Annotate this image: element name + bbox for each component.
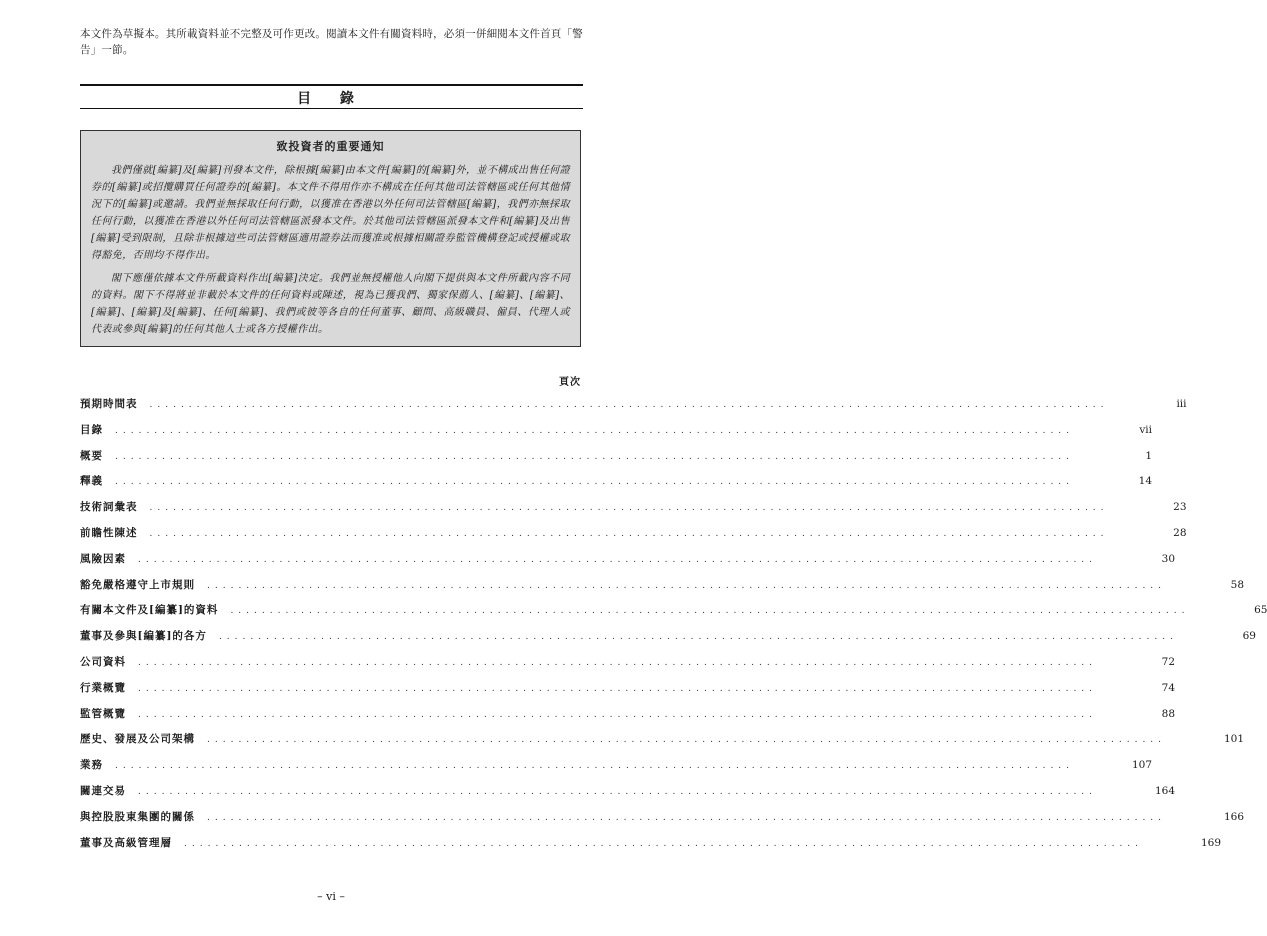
toc-entry-directors-management[interactable]: [80, 835, 1222, 861]
toc-entry-page: 1: [1145, 449, 1153, 462]
toc-entry-page: 107: [1131, 759, 1153, 772]
title-top-rule: [80, 84, 583, 86]
toc-dot-leader: ..........................................................................................................................: [207, 735, 1167, 746]
toc-entry-controlling-shareholders[interactable]: [80, 809, 1245, 835]
table-of-contents: [80, 396, 1267, 860]
toc-entry-title: 行業概覽: [80, 681, 126, 694]
toc-entry-title: 與控股股東集團的關係: [80, 810, 195, 823]
toc-entry-history[interactable]: [80, 731, 1245, 757]
toc-dot-leader: ..........................................................................................................................: [149, 503, 1109, 514]
page-number-footer: – vi –: [317, 890, 345, 903]
notice-paragraph-1: 我們僅就[編纂]及[編纂]刊發本文件，除根據[編纂]由本文件[編纂]的[編纂]外，並不構成出售任何證券的[編纂]或招攬購買任何證券的[編纂]。本文件不得用作亦不構成在任何其他司法管轄區或任何其他情況下的[編纂]或邀請。我們並無採取任何行動，以獲准在香港以外任何司法管轄區[編纂]，我們亦無採取任何行動，以獲准在香港以外任何司法管轄區派發本文件。於其他司法管轄區派發本文件和[編纂]及出售[編纂]受到限制，且除非根據這些司法管轄區適用證券法而獲准或根據相關證券監管機構登記或授權或取得豁免，否則均不得作出。: [91, 165, 571, 261]
toc-dot-leader: ..........................................................................................................................: [207, 812, 1167, 823]
toc-entry-page: 166: [1223, 810, 1245, 823]
toc-entry-title: 業務: [80, 759, 103, 772]
toc-entry-glossary[interactable]: [80, 499, 1187, 525]
toc-entry-timetable[interactable]: [80, 396, 1187, 422]
notice-heading: 致投資者的重要通知: [276, 140, 385, 153]
toc-entry-page: 14: [1138, 475, 1153, 488]
toc-entry-definitions[interactable]: [80, 473, 1153, 499]
toc-entry-forward-looking[interactable]: [80, 525, 1187, 551]
toc-entry-page: 72: [1161, 655, 1176, 668]
toc-dot-leader: ..........................................................................................................................: [149, 400, 1109, 410]
toc-dot-leader: ..........................................................................................................................: [230, 606, 1190, 617]
toc-dot-leader: ..........................................................................................................................: [218, 632, 1178, 643]
page-title: 目 錄: [297, 91, 366, 107]
toc-entry-title: 概要: [80, 449, 103, 462]
toc-entry-waivers[interactable]: [80, 577, 1245, 603]
toc-entry-title: 監管概覽: [80, 707, 126, 720]
toc-entry-title: 歷史、發展及公司架構: [80, 733, 195, 746]
toc-entry-title: 關連交易: [80, 784, 126, 797]
toc-entry-page: 28: [1173, 526, 1187, 539]
toc-entry-page: vii: [1139, 423, 1153, 436]
toc-entry-industry[interactable]: [80, 680, 1176, 706]
toc-entry-directors-parties[interactable]: [80, 628, 1256, 654]
toc-entry-title: 董事及高級管理層: [80, 836, 172, 849]
important-notice-box: [80, 130, 581, 347]
toc-dot-leader: ..........................................................................................................................: [138, 786, 1098, 797]
toc-entry-business[interactable]: [80, 757, 1153, 783]
toc-dot-leader: ..........................................................................................................................: [138, 554, 1098, 565]
toc-entry-regulatory[interactable]: [80, 706, 1176, 732]
toc-entry-page: 58: [1230, 578, 1245, 591]
toc-entry-summary[interactable]: [80, 448, 1153, 474]
toc-entry-title: 有關本文件及[編纂]的資料: [80, 604, 219, 617]
toc-dot-leader: ..........................................................................................................................: [138, 657, 1098, 668]
toc-entry-title: 預期時間表: [80, 398, 138, 410]
toc-entry-risk-factors[interactable]: [80, 551, 1176, 577]
toc-entry-page: 164: [1154, 784, 1176, 797]
toc-dot-leader: ..........................................................................................................................: [115, 451, 1075, 462]
page-column-header: 頁次: [559, 377, 581, 388]
toc-entry-title: 豁免嚴格遵守上市規則: [80, 578, 195, 591]
toc-entry-title: 風險因素: [80, 552, 126, 565]
toc-entry-page: 101: [1223, 733, 1245, 746]
toc-entry-title: 目錄: [80, 423, 103, 436]
toc-entry-title: 前瞻性陳述: [80, 526, 138, 539]
toc-entry-page: 65: [1254, 604, 1267, 617]
toc-entry-title: 董事及參與[編纂]的各方: [80, 630, 207, 643]
title-bottom-rule: [80, 108, 583, 109]
toc-entry-page: 169: [1200, 836, 1222, 849]
toc-entry-page: iii: [1176, 398, 1187, 410]
toc-dot-leader: ..........................................................................................................................: [207, 580, 1167, 591]
toc-entry-title: 公司資料: [80, 655, 126, 668]
toc-dot-leader: ..........................................................................................................................: [138, 683, 1098, 694]
toc-dot-leader: ..........................................................................................................................: [115, 477, 1075, 488]
toc-dot-leader: ..........................................................................................................................: [184, 838, 1144, 849]
toc-dot-leader: ..........................................................................................................................: [138, 709, 1098, 720]
draft-disclaimer: 本文件為草擬本。其所載資料並不完整及可作更改。閱讀本文件有關資料時，必須一併細閱本文件首頁「警告」一節。: [80, 28, 583, 56]
toc-entry-page: 30: [1161, 552, 1176, 565]
toc-entry-contents[interactable]: [80, 422, 1153, 448]
toc-dot-leader: ..........................................................................................................................: [115, 425, 1075, 436]
toc-entry-page: 88: [1161, 707, 1176, 720]
toc-entry-title: 釋義: [80, 475, 103, 488]
toc-entry-title: 技術詞彙表: [80, 501, 138, 514]
toc-entry-page: 23: [1173, 501, 1187, 514]
toc-entry-connected-transactions[interactable]: [80, 783, 1176, 809]
notice-paragraph-2: 閣下應僅依據本文件所載資料作出[編纂]決定。我們並無授權他人向閣下提供與本文件所載內容不同的資料。閣下不得將並非載於本文件的任何資料或陳述，視為已獲我們、獨家保薦人、[編纂]、[編纂]、[編纂]、[編纂]及[編纂]、任何[編纂]、我們或彼等各自的任何董事、顧問、高級職員、僱員、代理人或代表或參與[編纂]的任何其他人士或各方授權作出。: [91, 273, 570, 335]
toc-dot-leader: ..........................................................................................................................: [149, 528, 1109, 539]
toc-entry-corporate-info[interactable]: [80, 654, 1176, 680]
toc-entry-page: 74: [1161, 681, 1176, 694]
toc-entry-information[interactable]: [80, 602, 1267, 628]
toc-entry-page: 69: [1242, 630, 1256, 643]
toc-dot-leader: ..........................................................................................................................: [115, 761, 1075, 772]
